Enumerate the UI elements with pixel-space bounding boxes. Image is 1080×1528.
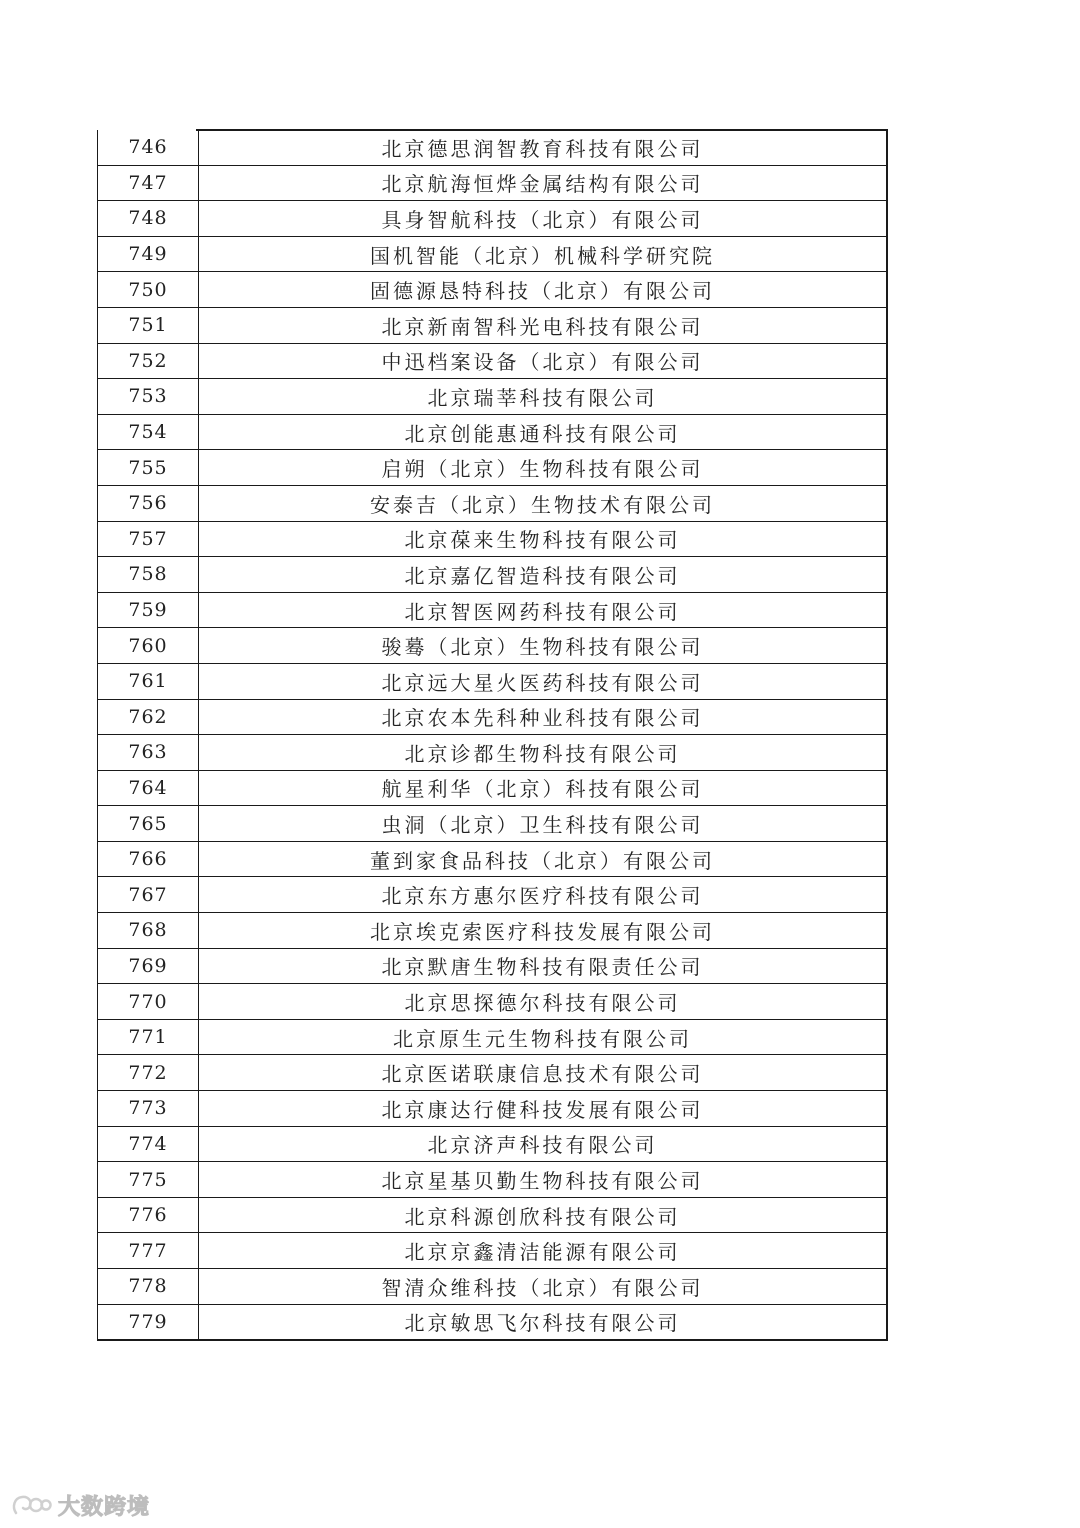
company-name: 北京济声科技有限公司 xyxy=(199,1126,888,1162)
row-number: 764 xyxy=(98,770,199,806)
table-row xyxy=(98,272,888,308)
company-name: 北京原生元生物科技有限公司 xyxy=(199,1019,888,1055)
company-name: 北京航海恒烨金属结构有限公司 xyxy=(199,165,888,201)
row-number: 746 xyxy=(98,130,199,165)
table-row xyxy=(98,1197,888,1233)
row-number: 757 xyxy=(98,521,199,557)
company-name: 虫洞（北京）卫生科技有限公司 xyxy=(199,806,888,842)
company-name: 中迅档案设备（北京）有限公司 xyxy=(199,343,888,379)
row-number: 769 xyxy=(98,948,199,984)
row-number: 772 xyxy=(98,1055,199,1091)
watermark xyxy=(10,1490,150,1521)
table-row xyxy=(98,841,888,877)
row-number: 775 xyxy=(98,1162,199,1198)
table-row xyxy=(98,236,888,272)
table-row xyxy=(98,592,888,628)
company-name: 北京德思润智教育科技有限公司 xyxy=(199,130,888,165)
row-number: 751 xyxy=(98,307,199,343)
row-number: 747 xyxy=(98,165,199,201)
row-number: 777 xyxy=(98,1233,199,1269)
company-name: 具身智航科技（北京）有限公司 xyxy=(199,201,888,237)
company-name: 北京农本先科种业科技有限公司 xyxy=(199,699,888,735)
row-number: 753 xyxy=(98,379,199,415)
table-row xyxy=(98,628,888,664)
table-row xyxy=(98,557,888,593)
table-row xyxy=(98,414,888,450)
company-name: 骏蓦（北京）生物科技有限公司 xyxy=(199,628,888,664)
table-row xyxy=(98,735,888,771)
table-row xyxy=(98,343,888,379)
table-row xyxy=(98,913,888,949)
row-number: 762 xyxy=(98,699,199,735)
company-name: 启朔（北京）生物科技有限公司 xyxy=(199,450,888,486)
company-name: 北京瑞莘科技有限公司 xyxy=(199,379,888,415)
row-number: 749 xyxy=(98,236,199,272)
row-number: 771 xyxy=(98,1019,199,1055)
row-number: 750 xyxy=(98,272,199,308)
table-row xyxy=(98,165,888,201)
table-row xyxy=(98,984,888,1020)
table-row xyxy=(98,201,888,237)
company-name: 北京敏思飞尔科技有限公司 xyxy=(199,1304,888,1340)
table-row xyxy=(98,379,888,415)
row-number: 774 xyxy=(98,1126,199,1162)
company-name: 固德源恳特科技（北京）有限公司 xyxy=(199,272,888,308)
row-number: 752 xyxy=(98,343,199,379)
row-number: 779 xyxy=(98,1304,199,1340)
company-name: 北京默唐生物科技有限责任公司 xyxy=(199,948,888,984)
table-row xyxy=(98,1126,888,1162)
table-row xyxy=(98,699,888,735)
company-name: 北京思探德尔科技有限公司 xyxy=(199,984,888,1020)
dashuju-logo-icon xyxy=(10,1493,52,1519)
company-name: 北京科源创欣科技有限公司 xyxy=(199,1197,888,1233)
company-name: 北京嘉亿智造科技有限公司 xyxy=(199,557,888,593)
watermark-text: 大数跨境 xyxy=(58,1495,151,1520)
table-row xyxy=(98,806,888,842)
row-number: 763 xyxy=(98,735,199,771)
company-name: 北京康达行健科技发展有限公司 xyxy=(199,1091,888,1127)
table-row xyxy=(98,1019,888,1055)
company-name: 北京诊都生物科技有限公司 xyxy=(199,735,888,771)
table-row xyxy=(98,1304,888,1340)
table-row xyxy=(98,307,888,343)
company-name: 航星利华（北京）科技有限公司 xyxy=(199,770,888,806)
company-list-table xyxy=(97,130,888,1341)
company-name: 北京智医网药科技有限公司 xyxy=(199,592,888,628)
row-number: 770 xyxy=(98,984,199,1020)
row-number: 756 xyxy=(98,485,199,521)
row-number: 754 xyxy=(98,414,199,450)
row-number: 759 xyxy=(98,592,199,628)
company-name: 北京创能惠通科技有限公司 xyxy=(199,414,888,450)
row-number: 767 xyxy=(98,877,199,913)
company-name: 北京葆来生物科技有限公司 xyxy=(199,521,888,557)
company-name: 国机智能（北京）机械科学研究院 xyxy=(199,236,888,272)
row-number: 765 xyxy=(98,806,199,842)
company-name: 董到家食品科技（北京）有限公司 xyxy=(199,841,888,877)
table-row xyxy=(98,770,888,806)
company-name: 北京星基贝勤生物科技有限公司 xyxy=(199,1162,888,1198)
table-row xyxy=(98,1162,888,1198)
company-name: 北京东方惠尔医疗科技有限公司 xyxy=(199,877,888,913)
row-number: 778 xyxy=(98,1269,199,1305)
row-number: 758 xyxy=(98,557,199,593)
table-row xyxy=(98,877,888,913)
table-body xyxy=(98,130,888,1340)
company-name: 北京京鑫清洁能源有限公司 xyxy=(199,1233,888,1269)
company-name: 北京新南智科光电科技有限公司 xyxy=(199,307,888,343)
table-row xyxy=(98,1269,888,1305)
table-row xyxy=(98,1055,888,1091)
row-number: 776 xyxy=(98,1197,199,1233)
row-number: 766 xyxy=(98,841,199,877)
row-number: 773 xyxy=(98,1091,199,1127)
table-row xyxy=(98,948,888,984)
table-row xyxy=(98,521,888,557)
company-name: 北京远大星火医药科技有限公司 xyxy=(199,663,888,699)
row-number: 768 xyxy=(98,913,199,949)
row-number: 755 xyxy=(98,450,199,486)
table-row xyxy=(98,130,888,165)
company-name: 北京医诺联康信息技术有限公司 xyxy=(199,1055,888,1091)
company-name: 智清众维科技（北京）有限公司 xyxy=(199,1269,888,1305)
row-number: 760 xyxy=(98,628,199,664)
table-row xyxy=(98,1233,888,1269)
company-name: 北京埃克索医疗科技发展有限公司 xyxy=(199,913,888,949)
row-number: 748 xyxy=(98,201,199,237)
table-row xyxy=(98,663,888,699)
company-name: 安泰吉（北京）生物技术有限公司 xyxy=(199,485,888,521)
row-number: 761 xyxy=(98,663,199,699)
table-row xyxy=(98,485,888,521)
table-row xyxy=(98,450,888,486)
table-row xyxy=(98,1091,888,1127)
